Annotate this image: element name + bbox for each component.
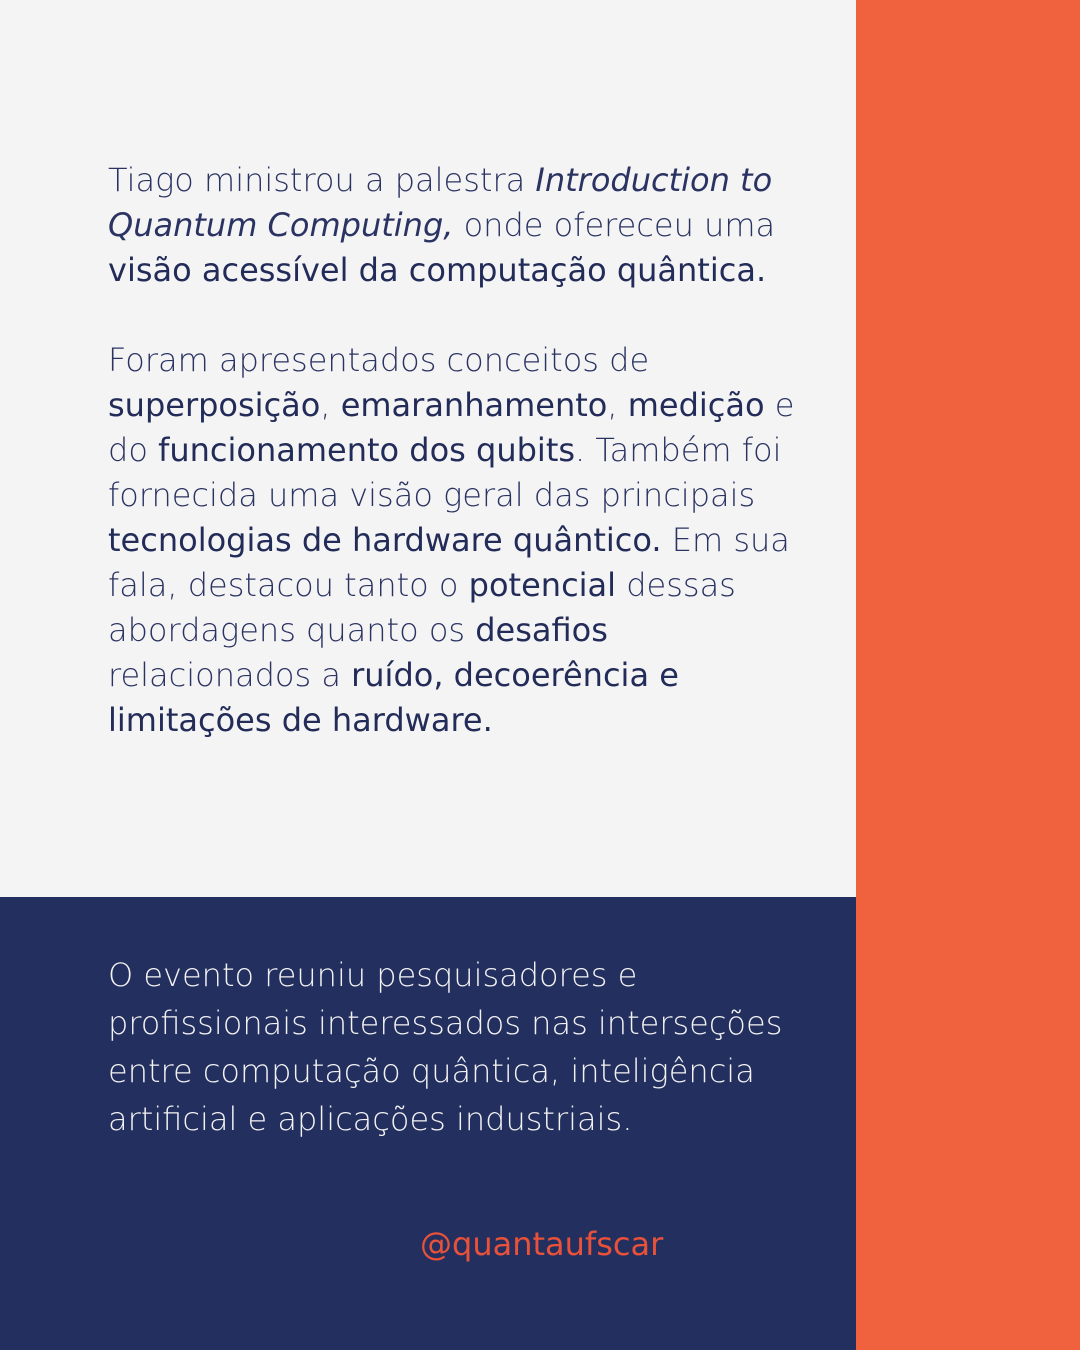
concept-superposition: superposição bbox=[108, 386, 321, 424]
concepts-text-4: Em sua fala, destacou tanto o bbox=[108, 521, 790, 604]
concepts-text-2: e do bbox=[108, 386, 795, 469]
concepts-paragraph bbox=[108, 338, 808, 743]
concepts-sep-2: , bbox=[607, 386, 628, 424]
concepts-sep-1: , bbox=[320, 386, 341, 424]
concept-entanglement: emaranhamento bbox=[340, 386, 608, 424]
intro-text-1: Tiago ministrou a palestra bbox=[108, 161, 536, 199]
concepts-text-5: dessas abordagens quanto os bbox=[108, 566, 736, 649]
concepts-text-1: Foram apresentados conceitos de bbox=[108, 341, 650, 379]
concept-potential: potencial bbox=[468, 566, 617, 604]
social-handle: @quantaufscar bbox=[420, 1225, 664, 1263]
talk-title: Introduction to Quantum Computing, bbox=[108, 161, 773, 244]
concept-hardware-tech: tecnologias de hardware quântico. bbox=[108, 521, 662, 559]
concept-challenges: desafios bbox=[475, 611, 608, 649]
intro-paragraph bbox=[108, 158, 808, 293]
intro-highlight: visão acessível da computação quântica. bbox=[108, 251, 767, 289]
concepts-text-6: relacionados a bbox=[108, 656, 352, 694]
intro-text-2: onde ofereceu uma bbox=[453, 206, 776, 244]
concept-measurement: medição bbox=[627, 386, 765, 424]
concept-qubits: funcionamento dos qubits bbox=[158, 431, 576, 469]
event-summary-paragraph: O evento reuniu pesquisadores e profissionais interessados nas interseções entre computação quântica, inteligência artificial e aplicações industriais. bbox=[108, 956, 783, 1138]
concept-limitations: ruído, decoerência e limitações de hardware. bbox=[108, 656, 679, 739]
concepts-text-3: . Também foi fornecida uma visão geral das principais bbox=[108, 431, 782, 514]
orange-side-stripe bbox=[856, 0, 1080, 1350]
